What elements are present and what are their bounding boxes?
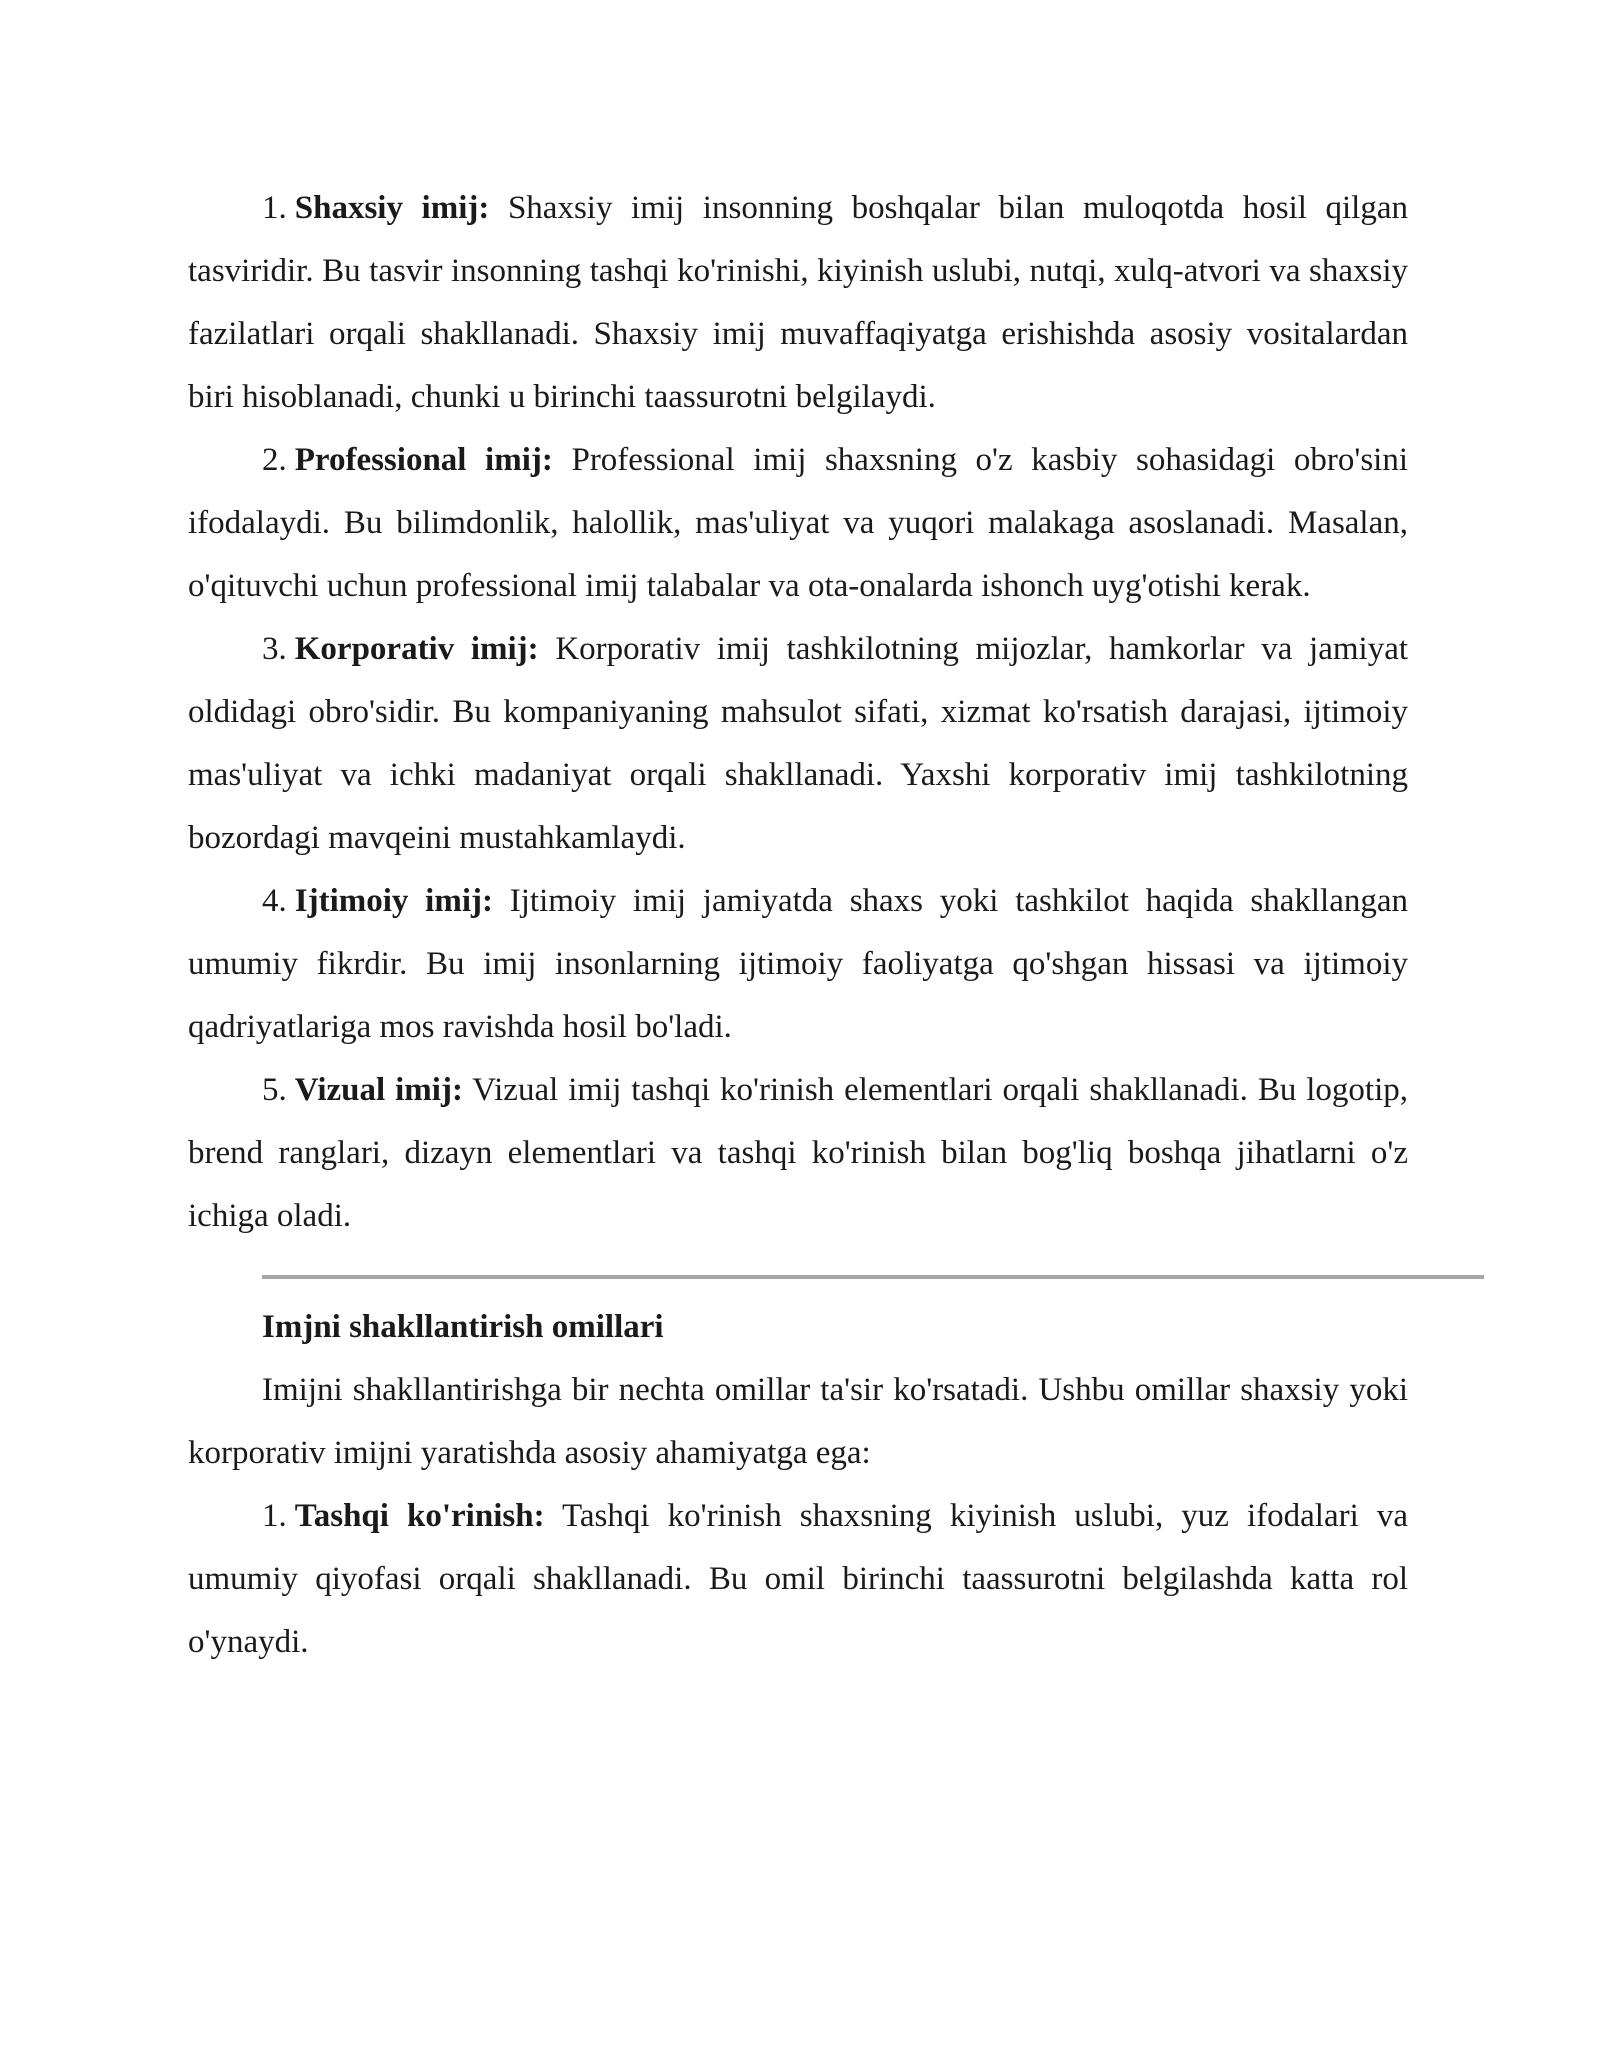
list-item-text: Tashqi ko'rinish shaxsning kiyinish uslubi, yuz ifodalari va umumiy qiyofasi orqali shakllanadi. Bu omil birinchi taassurotni belgilashda katta rol o'ynaydi. <box>188 1498 1408 1660</box>
list-item-korporativ-imij <box>188 618 1408 870</box>
document-body <box>188 177 1408 1674</box>
list-item-text: Ijtimoiy imij jamiyatda shaxs yoki tashkilot haqida shakllangan umumiy fikrdir. Bu imij insonlarning ijtimoiy faoliyatga qo'shgan hissasi va ijtimoiy qadriyatlariga mos ravishda hosil bo'ladi. <box>188 883 1409 1045</box>
section-heading: Imjni shakllantirish omillari <box>262 1309 664 1345</box>
list-item-term: Tashqi ko'rinish: <box>294 1498 545 1534</box>
list-item-term: Korporativ imij: <box>294 631 539 667</box>
list-item-text: Vizual imij tashqi ko'rinish elementlari orqali shakllanadi. Bu logotip, brend ranglari, dizayn elementlari va tashqi ko'rinish bilan bog'liq boshqa jihatlarni o'z ichiga oladi. <box>188 1072 1409 1234</box>
list-item-professional-imij <box>188 429 1408 618</box>
list-item-number: 1. <box>262 1498 287 1534</box>
list-item-term: Ijtimoiy imij: <box>294 883 493 919</box>
list-item-number: 5. <box>262 1072 287 1108</box>
list-item-shaxsiy-imij <box>188 177 1408 429</box>
list-item-term: Professional imij: <box>294 442 553 478</box>
list-item-text: Korporativ imij tashkilotning mijozlar, hamkorlar va jamiyat oldidagi obro'sidir. Bu kompaniyaning mahsulot sifati, xizmat ko'rsatish darajasi, ijtimoiy mas'uliyat va ichki madaniyat orqali shakllanadi. Yaxshi korporativ imij tashkilotning bozordagi mavqeini mustahkamlaydi. <box>188 631 1409 856</box>
list-item-term: Vizual imij: <box>294 1072 463 1108</box>
horizontal-divider <box>262 1275 1484 1279</box>
list-item-number: 3. <box>262 631 287 667</box>
list-item-text: Shaxsiy imij insonning boshqalar bilan muloqotda hosil qilgan tasviridir. Bu tasvir insonning tashqi ko'rinishi, kiyinish uslubi, nutqi, xulq-atvori va shaxsiy fazilatlari orqali shakllanadi. Shaxsiy imij muvaffaqiyatga erishishda asosiy vositalardan biri hisoblanadi, chunki u birinchi taassurotni belgilaydi. <box>188 190 1408 415</box>
list-item-text: Professional imij shaxsning o'z kasbiy sohasidagi obro'sini ifodalaydi. Bu bilimdonlik, halollik, mas'uliyat va yuqori malakaga asoslanadi. Masalan, o'qituvchi uchun professional imij talabalar va ota-onalarda ishonch uyg'otishi kerak. <box>188 442 1408 604</box>
list-item-vizual-imij <box>188 1059 1408 1248</box>
list-item-number: 2. <box>262 442 287 478</box>
list-item-number: 1. <box>262 190 287 226</box>
list-item-term: Shaxsiy imij: <box>294 190 490 226</box>
list-item-tashqi-korinish <box>188 1485 1408 1674</box>
list-item-ijtimoiy-imij <box>188 870 1408 1059</box>
list-item-number: 4. <box>262 883 287 919</box>
section-intro: Imijni shakllantirishga bir nechta omillar ta'sir ko'rsatadi. Ushbu omillar shaxsiy yoki korporativ imijni yaratishda asosiy ahamiyatga ega: <box>188 1372 1408 1471</box>
